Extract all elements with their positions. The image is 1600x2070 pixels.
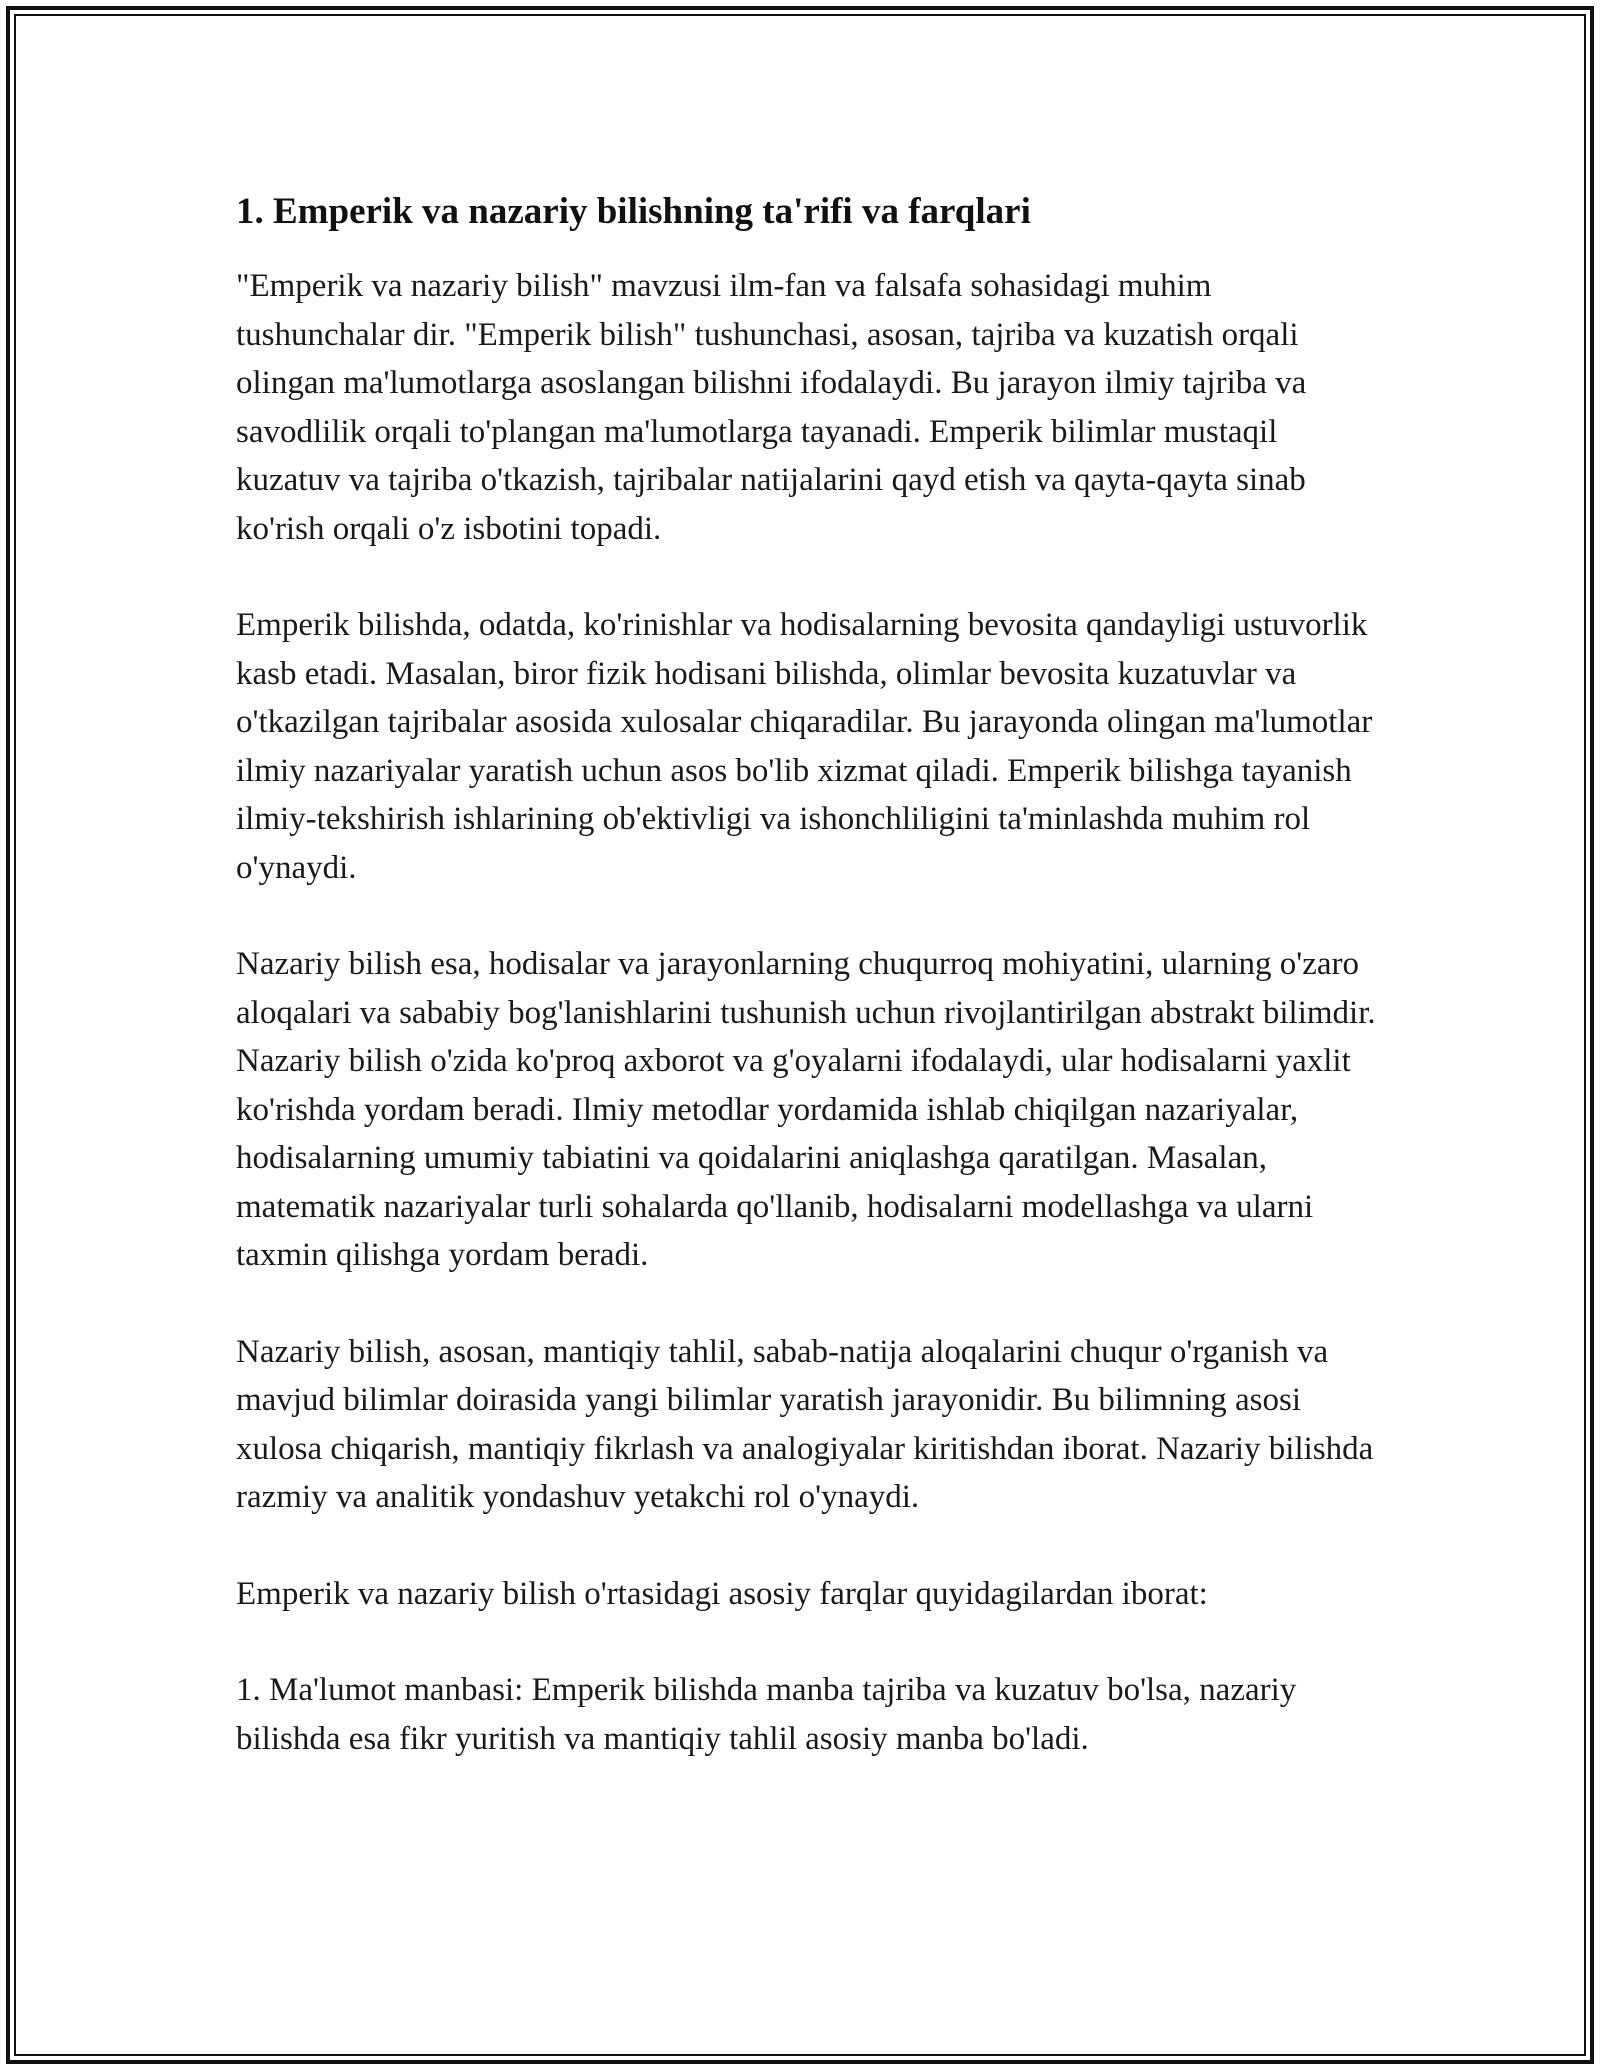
list-item-1: 1. Ma'lumot manbasi: Emperik bilishda manba tajriba va kuzatuv bo'lsa, nazariy bilishda esa fikr yuritish va mantiqiy tahlil asosiy manba bo'ladi.: [236, 1672, 1297, 1757]
paragraph-1: "Emperik va nazariy bilish" mavzusi ilm-fan va falsafa sohasidagi muhim tushunchalar dir. "Emperik bilish" tushunchasi, asosan, tajriba va kuzatish orqali olingan ma'lumotlarga asoslangan bilishni ifodalaydi. Bu jarayon ilmiy tajriba va savodlilik orqali to'plangan ma'lumotlarga tayanadi. Emperik bilimlar mustaqil kuzatuv va tajriba o'tkazish, tajribalar natijalarini qayd etish va qayta-qayta sinab ko'rish orqali o'z isbotini topadi.: [236, 268, 1307, 547]
document-body: [236, 188, 1376, 1763]
paragraph-2: Emperik bilishda, odatda, ko'rinishlar va hodisalarning bevosita qandayligi ustuvorlik kasb etadi. Masalan, biror fizik hodisani bilishda, olimlar bevosita kuzatuvlar va o'tkazilgan tajribalar asosida xulosalar chiqaradilar. Bu jarayonda olingan ma'lumotlar ilmiy nazariyalar yaratish uchun asos bo'lib xizmat qiladi. Emperik bilishga tayanish ilmiy-tekshirish ishlarining ob'ektivligi va ishonchliligini ta'minlashda muhim rol o'ynaydi.: [236, 607, 1373, 886]
paragraph-5: Emperik va nazariy bilish o'rtasidagi asosiy farqlar quyidagilardan iborat:: [236, 1575, 1208, 1612]
paragraph-4: Nazariy bilish, asosan, mantiqiy tahlil, sabab-natija aloqalarini chuqur o'rganish va mavjud bilimlar doirasida yangi bilimlar yaratish jarayonidir. Bu bilimning asosi xulosa chiqarish, mantiqiy fikrlash va analogiyalar kiritishdan iborat. Nazariy bilishda razmiy va analitik yondashuv yetakchi rol o'ynaydi.: [236, 1333, 1374, 1515]
section-heading: 1. Emperik va nazariy bilishning ta'rifi va farqlari: [236, 191, 1031, 232]
paragraph-3: Nazariy bilish esa, hodisalar va jarayonlarning chuqurroq mohiyatini, ularning o'zaro aloqalari va sababiy bog'lanishlarini tushunish uchun rivojlantirilgan abstrakt bilimdir. Nazariy bilish o'zida ko'proq axborot va g'oyalarni ifodalaydi, ular hodisalarni yaxlit ko'rishda yordam beradi. Ilmiy metodlar yordamida ishlab chiqilgan nazariyalar, hodisalarning umumiy tabiatini va qoidalarini aniqlashga qaratilgan. Masalan, matematik nazariyalar turli sohalarda qo'llanib, hodisalarni modellashga va ularni taxmin qilishga yordam beradi.: [236, 946, 1376, 1273]
